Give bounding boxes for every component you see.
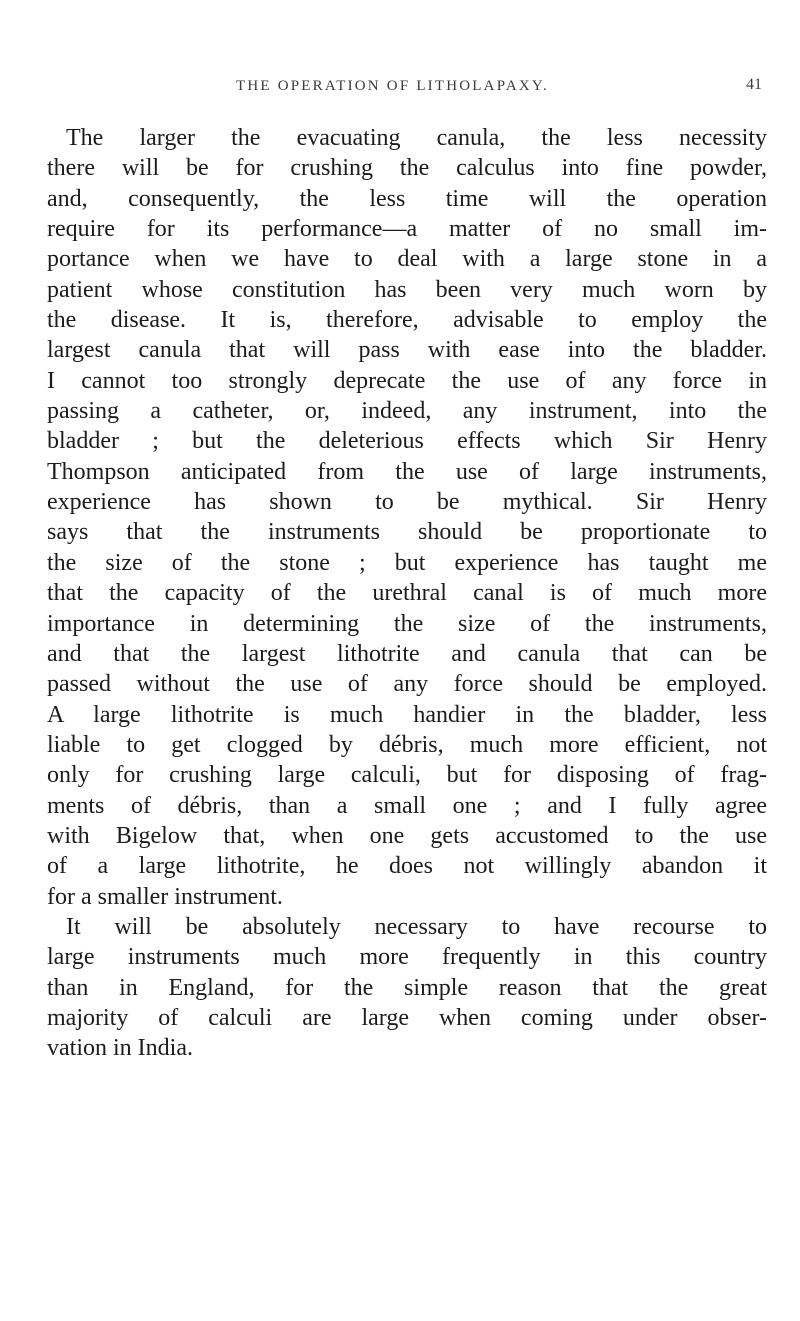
text-line: the disease. It is, therefore, advisable to employ the (47, 307, 767, 334)
text-line: with Bigelow that, when one gets accustomed to the use (47, 822, 767, 849)
text-line: passing a catheter, or, indeed, any instrument, into the (47, 398, 767, 425)
text-line: says that the instruments should be proportionate to (47, 519, 767, 546)
body-text (47, 123, 767, 1064)
text-line: liable to get clogged by débris, much more efficient, not (47, 731, 767, 758)
text-line: large instruments much more frequently in this country (47, 944, 767, 971)
text-line: for a smaller instrument. (47, 883, 283, 910)
text-line: vation in India. (47, 1035, 193, 1062)
text-line: A large lithotrite is much handier in the bladder, less (47, 701, 767, 728)
text-line: ments of débris, than a small one ; and I fully agree (47, 792, 767, 819)
text-line: patient whose constitution has been very much worn by (47, 276, 767, 303)
text-line: require for its performance—a matter of no small im- (47, 216, 767, 243)
text-line: largest canula that will pass with ease into the bladder. (47, 337, 767, 364)
page-number: 41 (746, 76, 762, 93)
text-line: the size of the stone ; but experience has taught me (47, 549, 767, 576)
text-line: passed without the use of any force should be employed. (47, 671, 767, 698)
text-line: only for crushing large calculi, but for disposing of frag- (47, 762, 767, 789)
text-line: I cannot too strongly deprecate the use of any force in (47, 367, 767, 394)
text-line: of a large lithotrite, he does not willingly abandon it (47, 853, 767, 880)
text-line: importance in determining the size of the instruments, (47, 610, 767, 637)
text-line: Thompson anticipated from the use of large instruments, (47, 458, 767, 485)
text-line: It will be absolutely necessary to have recourse to (66, 913, 767, 940)
text-line: majority of calculi are large when coming under obser- (47, 1004, 767, 1031)
text-line: there will be for crushing the calculus into fine powder, (47, 155, 767, 182)
text-line: and that the largest lithotrite and canula that can be (47, 640, 767, 667)
text-line: and, consequently, the less time will the operation (47, 185, 767, 212)
running-head: THE OPERATION OF LITHOLAPAXY. (236, 78, 549, 94)
text-line: bladder ; but the deleterious effects which Sir Henry (47, 428, 767, 455)
text-line: that the capacity of the urethral canal is of much more (47, 580, 767, 607)
text-line: than in England, for the simple reason that the great (47, 974, 767, 1001)
text-line: The larger the evacuating canula, the less necessity (66, 125, 767, 151)
text-line: portance when we have to deal with a large stone in a (47, 246, 767, 273)
text-line: experience has shown to be mythical. Sir Henry (47, 489, 767, 516)
